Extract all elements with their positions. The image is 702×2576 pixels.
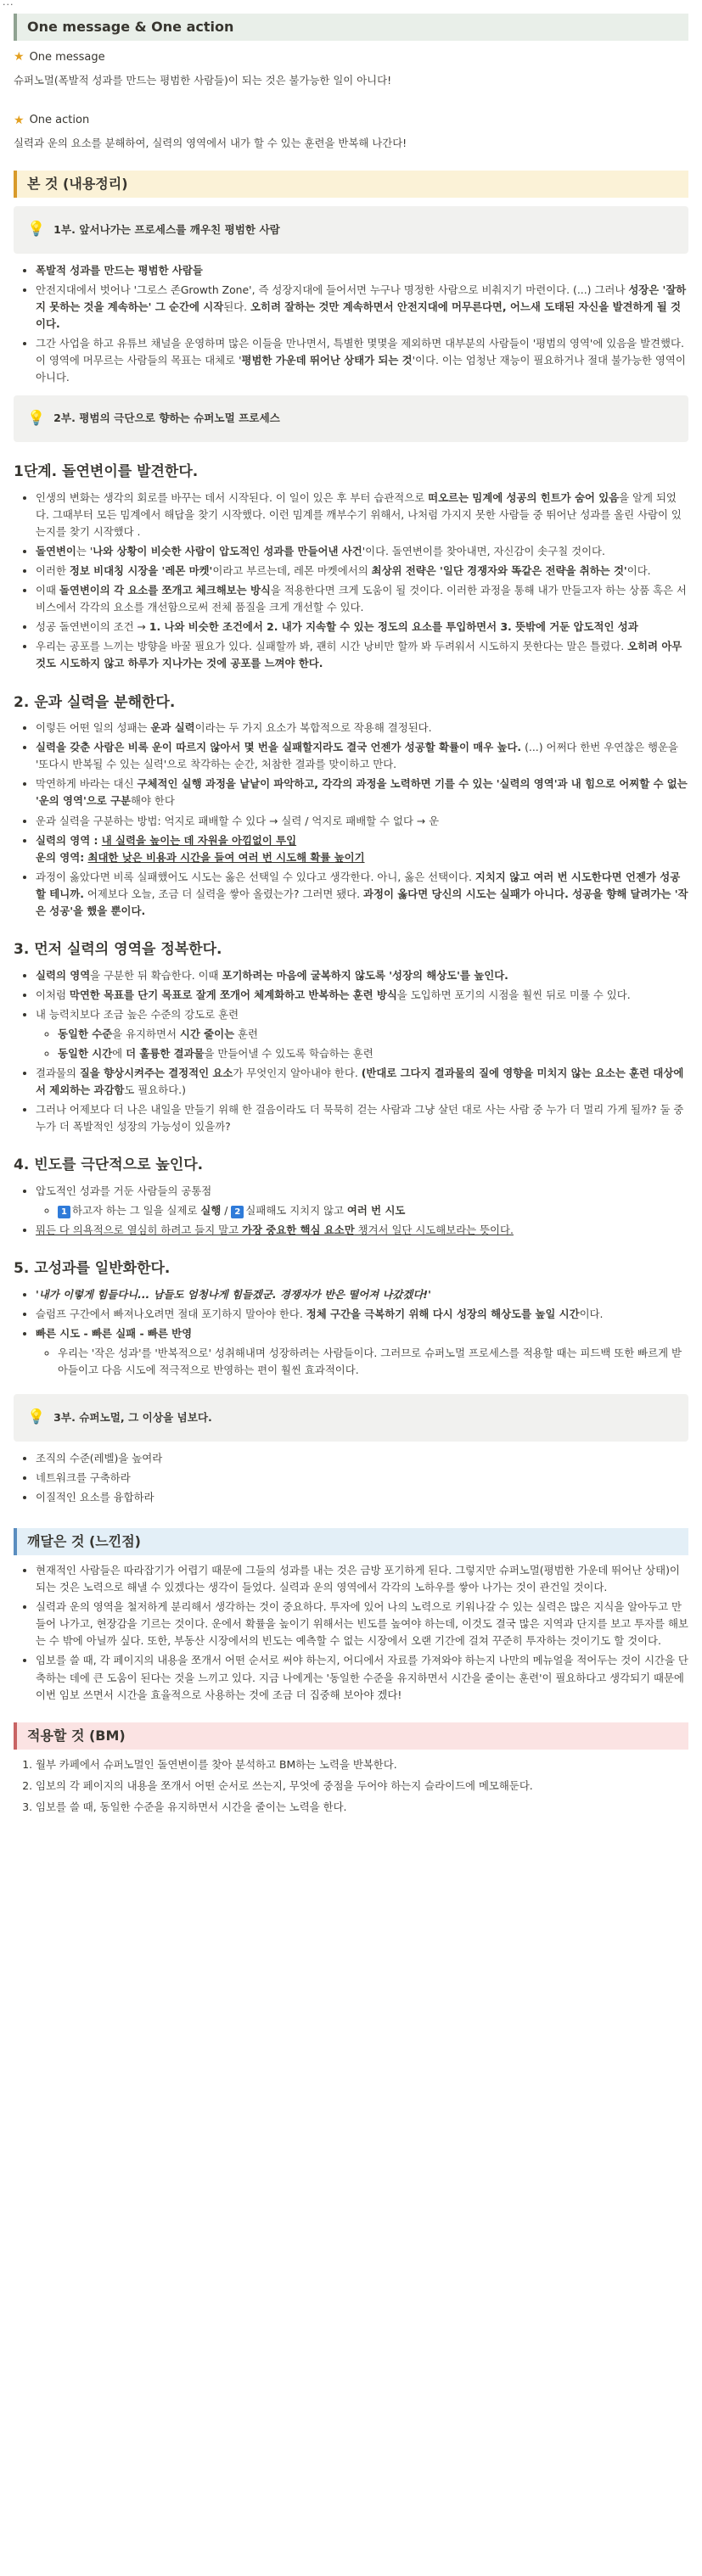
- text: 해야 한다: [130, 794, 175, 808]
- star-icon: ★: [14, 113, 25, 127]
- callout-text: 3부. 슈퍼노멀, 그 이상을 넘보다.: [53, 1410, 212, 1424]
- sub-list: [36, 1345, 688, 1379]
- callout-part3: [14, 1394, 688, 1442]
- bold-text: (반대로 그다지 결과물의 질에 영향을 미치지 않는 요소는 훈련 대상에서 제외하는 과감함: [36, 1067, 684, 1097]
- bold-text: 최상위 전략은 '일단 경쟁자와 똑같은 전략을 취하는 것': [371, 563, 627, 577]
- text: 을 유지하면서: [112, 1027, 180, 1040]
- underlined-text: 가장 중요한 핵심 요소만: [242, 1224, 355, 1237]
- text: 결과물의: [36, 1067, 80, 1080]
- bold-text: 동일한 시간: [58, 1047, 113, 1060]
- list-item: [36, 335, 688, 386]
- list-item: [36, 1183, 688, 1219]
- text: 인생의 변화는 생각의 회로를 바꾸는 데서 시작된다. 이 일이 있은 후 부터 습관적으로: [36, 490, 429, 504]
- star-icon: ★: [14, 49, 25, 64]
- list-item: [36, 638, 688, 672]
- callout-text: 2부. 평범의 극단으로 향하는 슈퍼노멀 프로세스: [53, 412, 280, 425]
- list-item: [36, 813, 688, 830]
- list-item: • 이질적인 요소를 융합하라: [36, 1489, 688, 1506]
- lightbulb-icon: 💡: [27, 1408, 46, 1426]
- bold-text: 성장은 '잘하지 못하는 것을 계속하는' 그 순간에 시작: [36, 283, 687, 314]
- text: 을 알게 되었다. 그때부터 모든 밈계에서 해답을 찾기 시작했다. 이런 밈계를 깨부수기 위해서, 나처럼 가지지 못한 사람들 중 뛰어난 성과를 올린 사람이 있는지를 찾기 시작했다 .: [36, 490, 682, 538]
- one-message-heading: [14, 48, 688, 67]
- bold-text: 오히려 아무것도 시도하지 않고 하루가 지나가는 것에 공포를 느껴야 한다.: [36, 640, 682, 670]
- list-item: [36, 563, 688, 580]
- part3-list: [14, 1450, 688, 1506]
- one-action-text: 실력과 운의 요소를 분해하여, 실력의 영역에서 내가 할 수 있는 훈련을 반복해 나간다!: [14, 137, 407, 150]
- text: 에: [112, 1047, 126, 1060]
- insights-list: [14, 1562, 688, 1704]
- step1-list: [14, 490, 688, 673]
- text: 막연하게 바라는 대신: [36, 777, 138, 791]
- one-message-text: 슈퍼노멀(폭발적 성과를 만드는 평범한 사람들)이 되는 것은 불가능한 일이 아니다!: [14, 73, 392, 87]
- text: '이다. 이는 엄청난 재능이 필요하거나 절대 불가능한 영역이 아니다.: [36, 354, 686, 384]
- bold-text: 지치지 않고 여러 번 시도한다면 언젠가 성공할 테니까.: [36, 870, 681, 900]
- bold-text: 실력의 영역: [36, 968, 91, 982]
- list-item: [36, 543, 688, 560]
- list-item: [58, 1202, 688, 1219]
- text: 을 구분한 뒤 확습한다. 이때: [90, 968, 222, 982]
- bold-text: 운과 실력: [150, 721, 195, 735]
- bold-text: 실력을 갖춘 사람은 비록 운이 따르지 않아서 몇 번을 실패할지라도 결국 언젠가 성공할 확률이 매우 높다.: [36, 741, 522, 754]
- step-heading: 1단계. 돌연변이를 발견한다.: [14, 463, 199, 481]
- list-item: [36, 739, 688, 773]
- bold-text: 막연한 목표를 단기 목표로 잘게 쪼개어 체계화하고 반복하는 훈련 방식: [69, 988, 397, 1001]
- part1-list: [14, 262, 688, 387]
- text: 하고자 하는 그 일을 실제로: [72, 1204, 201, 1218]
- text: 훈련: [234, 1027, 258, 1040]
- top-dots: ···: [3, 0, 14, 10]
- bold-text: 나와 상황이 비슷한 사람이 압도적인 성과를 만들어낸 사건: [93, 544, 362, 557]
- text: 가 무엇인지 알아내야 한다.: [233, 1067, 362, 1080]
- step-heading: 2. 운과 실력을 분해한다.: [14, 693, 176, 711]
- list-item: [58, 1045, 688, 1062]
- bold-text: 질을 향상시켜주는 결정적인 요소: [79, 1067, 233, 1080]
- bold-text: 떠오르는 밈계에 성공의 힌트가 숨어 있음: [428, 490, 620, 504]
- number-badge-icon: 1: [58, 1206, 70, 1218]
- list-item: 3. 임보를 쓸 때, 동일한 수준을 유지하면서 시간을 줄이는 노력을 한다.: [36, 1799, 688, 1816]
- list-item: [36, 987, 688, 1004]
- text: 그간 사업을 하고 유튜브 채널을 운영하며 많은 이들을 만나면서, 특별한 몇몇을 제외하면 대부분의 사람들이 '평범의 영역'에 있음을 발견했다. 이 영역에 머무르는 사람들의 목표는 대체로 ': [36, 337, 684, 367]
- text: '이다. 돌연변이를 찾아내면, 자신감이 솟구칠 것이다.: [362, 544, 605, 557]
- list-item: [36, 1065, 688, 1099]
- section-banner-summary: [14, 171, 688, 198]
- section-title: 적용할 것 (BM): [27, 1727, 126, 1744]
- list-item: [36, 720, 688, 736]
- list-item: [36, 832, 688, 866]
- bold-text: 실력의 영역 :: [36, 833, 102, 847]
- list-item: [36, 967, 688, 984]
- text: /: [221, 1204, 232, 1218]
- underlined-text: 최대한 낮은 비용과 시간을 들여 여러 번 시도해 확률 높이기: [87, 850, 365, 864]
- list-item: [36, 1286, 688, 1303]
- list-item: • 조직의 수준(레벨)을 높여라: [36, 1450, 688, 1467]
- step-heading: 3. 먼저 실력의 영역을 정복한다.: [14, 941, 222, 959]
- bold-text: 폭발적 성과를 만드는 평범한 사람들: [36, 263, 203, 277]
- text: 이라고 부르는데, 레몬 마켓에서의: [212, 563, 372, 577]
- bold-text: 여러 번 시도: [346, 1204, 406, 1218]
- text: 실패해도 지치지 않고: [245, 1204, 347, 1218]
- step3-list: [14, 967, 688, 1136]
- text: 이다.: [626, 563, 651, 577]
- bold-text: 구체적인 실행 과정을 낱낱이 파악하고, 각각의 과정을 노력하면 기를 수 있는 '실력의 영역'과 내 힘으로 어찌할 수 없는 '운의 영역'으로 구분: [36, 777, 688, 808]
- bold-text: 더 훌륭한 결과물: [126, 1047, 205, 1060]
- list-item: [36, 582, 688, 616]
- section-banner-apply: [14, 1722, 688, 1750]
- list-item: [36, 1306, 688, 1323]
- one-action-heading: [14, 111, 688, 131]
- text: 된다.: [223, 300, 251, 314]
- text: 을 만들어낼 수 있도록 학습하는 훈련: [204, 1047, 373, 1060]
- text: 슬럼프 구간에서 빠져나오려면 절대 포기하지 말아야 한다.: [36, 1307, 306, 1320]
- list-item: [36, 262, 688, 279]
- underlined-text: 뭐든 다 의욕적으로 열심히 하려고 들지 말고: [36, 1224, 243, 1237]
- callout-text: 1부. 앞서나가는 프로세스를 깨우친 평범한 사람: [53, 222, 280, 236]
- bold-text: 과정이 옳다면 당신의 시도는 실패가 아니다. 성공을 향해 달려가는 '작은 성공'을 했을 뿐이다.: [36, 887, 688, 917]
- step2-list: [14, 720, 688, 920]
- bold-text: 1. 나와 비슷한 조건에서 2. 내가 지속할 수 있는 정도의 요소를 투입하면서 3. 뜻밖에 거둔 압도적인 성과: [149, 620, 638, 634]
- callout-part2: [14, 395, 688, 443]
- text: 어제보다 오늘, 조금 더 실력을 쌓아 올렸는가? 그러면 됐다.: [83, 887, 364, 900]
- section-title: One message & One action: [27, 19, 234, 35]
- text: 도 필요하다.): [124, 1084, 186, 1097]
- step-heading: 5. 고성과를 일반화한다.: [14, 1260, 171, 1278]
- bold-text: 평범한 가운데 뛰어난 상태가 되는 것: [241, 354, 413, 367]
- text: 이처럼: [36, 988, 70, 1001]
- list-item: [58, 1026, 688, 1043]
- list-item: • 실력과 운의 영역을 철저하게 분리해서 생각하는 것이 중요하다. 투자에 있어 나의 노력으로 키워나갈 수 있는 실력은 많은 지식을 알아두고 만들어 나가고, 현장감을 기르는 것이다. 운에서 확률을 높이기 위해서는 빈도를 높여야 하는데, 이것도 결국 많은 지역과 단지를 보고 투자를 해보는 수 밖에 아닐까 싶다. 또한, 부동산 시장에서의 빈도는 예측할 수 없는 시장에서 오랜 기간에 걸쳐 꾸준히 투자하는 것이기도 할 것이다.: [36, 1599, 688, 1649]
- bold-text: 돌연변이: [36, 544, 76, 557]
- bold-text: 포기하려는 마음에 굴복하지 않도록 '성장의 해상도'를 높인다.: [222, 968, 508, 982]
- list-item: • 네트워크를 구축하라: [36, 1470, 688, 1487]
- underlined-text: 내 실력을 높이는 데 자원을 아낌없이 투입: [101, 833, 297, 847]
- step4-list: [14, 1183, 688, 1239]
- list-item: [36, 1325, 688, 1379]
- text: 이때: [36, 584, 59, 597]
- bold-text: 동일한 수준: [58, 1027, 113, 1040]
- step-heading: 4. 빈도를 극단적으로 높인다.: [14, 1156, 204, 1174]
- list-item: 2. 임보의 각 페이지의 내용을 쪼개서 어떤 순서로 쓰는지, 무엇에 중점을 두어야 하는지 슬라이드에 메모해둔다.: [36, 1778, 688, 1795]
- text: 이러한: [36, 563, 70, 577]
- step5-list: [14, 1286, 688, 1379]
- callout-part1: [14, 206, 688, 254]
- text: 안전지대에서 벗어나 '그로스 존Growth Zone', 즉 성장지대에 들어서면 누구나 명정한 사람으로 비춰지기 마련이다. (...) 그러나: [36, 283, 629, 296]
- italic-quote: '내가 이렇게 힘들다니... 남들도 엄청나게 힘들겠군. 경쟁자가 반은 떨어져 나갔겠다!': [36, 1287, 431, 1301]
- text: 압도적인 성과를 거둔 사람들의 공통점: [36, 1184, 212, 1197]
- sub-list: [36, 1202, 688, 1219]
- list-item: 1. 월부 카페에서 슈퍼노멀인 돌연변이를 찾아 분석하고 BM하는 노력을 반복한다.: [36, 1756, 688, 1773]
- section-title: 깨달은 것 (느낀점): [27, 1533, 141, 1550]
- list-item: [36, 1006, 688, 1062]
- list-item: [36, 1101, 688, 1135]
- text: 을 적용한다면 크게 도움이 될 것이다. 이러한 과정을 통해 내가 만들고자 하는 상품 혹은 서비스에서 각각의 요소를 개선함으로써 전체 품질을 크게 개선할 수 있다.: [36, 584, 687, 614]
- one-message-label: One message: [29, 50, 105, 64]
- text: 이다.: [579, 1307, 604, 1320]
- sub-list: [36, 1026, 688, 1062]
- number-badge-icon: 2: [231, 1206, 244, 1218]
- list-item: [36, 490, 688, 540]
- bold-text: 빠른 시도 - 빠른 실패 - 빠른 반영: [36, 1327, 193, 1340]
- list-item: [36, 282, 688, 333]
- section-banner-insights: [14, 1528, 688, 1555]
- apply-list: [14, 1756, 688, 1816]
- list-item: [36, 776, 688, 809]
- text: (...) 어쩌다 한번 우연찮은 행운을 '또다시 반복될 수 있는 실력'으로 착각하는 순간, 처참한 결과를 맞이하고 만다.: [36, 741, 678, 771]
- bold-text: 운의 영역:: [36, 850, 88, 864]
- list-item: • 임보를 쓸 때, 각 페이지의 내용을 쪼개서 어떤 순서로 써야 하는지, 어디에서 자료를 가져와야 하는지 나만의 메뉴얼을 적어두는 것이 시간을 단축하는 데에 큰 도움이 된다는 것을 느끼고 있다. 지금 나에게는 '동일한 수준을 유지하면서 시간을 줄이는 훈련'이 필요하다고 생각되기 때문에 이번 임보 쓰면서 시간을 효율적으로 사용하는 것에 조금 더 집중해 보아야 겠다!: [36, 1652, 688, 1703]
- text: 을 도입하면 포기의 시점을 훨씬 뒤로 미룰 수 있다.: [396, 988, 631, 1001]
- lightbulb-icon: 💡: [27, 221, 46, 238]
- text: 운과 실력을 구분하는 방법: 억지로 패배할 수 있다 → 실력 / 억지로 패배할 수 없다 → 운: [36, 814, 440, 827]
- bold-text: 시간 줄이는: [179, 1027, 235, 1040]
- underlined-text: 챙겨서 일단 시도해보라는 뜻이다.: [354, 1224, 514, 1237]
- section-title: 본 것 (내용정리): [27, 176, 128, 193]
- text: 는 ': [76, 544, 93, 557]
- one-action-label: One action: [29, 114, 90, 127]
- text: 우리는 '작은 성과'를 '반복적으로' 성취해내며 성장하려는 사람들이다. 그러므로 슈퍼노멀 프로세스를 적용할 때는 피드백 또한 빠르게 받아들이고 다음 시도에 적극적으로 반영하는 편이 훨씬 효과적이다.: [58, 1347, 682, 1377]
- list-item: [36, 619, 688, 636]
- bold-text: 돌연변이의 각 요소를 쪼개고 체크해보는 방식: [59, 584, 271, 597]
- text: 그러나 어제보다 더 나은 내일을 만들기 위해 한 걸음이라도 더 묵묵히 걷는 사람과 그냥 살던 대로 사는 사람 중 누가 더 멀리 가게 될까? 둘 중 누가 더 폭발적인 성장의 가능성이 있을까?: [36, 1103, 684, 1134]
- list-item: [58, 1345, 688, 1379]
- list-item: [36, 1222, 688, 1239]
- bold-text: 오히려 잘하는 것만 계속하면서 안전지대에 머무른다면, 어느새 도태된 자신을 발견하게 될 것이다.: [36, 300, 682, 331]
- text: 이라는 두 가지 요소가 복합적으로 작용해 결정된다.: [194, 721, 432, 735]
- bold-text: 정체 구간을 극복하기 위해 다시 성장의 해상도를 높일 시간: [306, 1307, 580, 1320]
- text: 우리는 공포를 느끼는 방향을 바꿀 필요가 있다. 실패할까 봐, 괜히 시간 낭비만 할까 봐 두려워서 시도하지 못한다는 말은 틀렸다.: [36, 640, 628, 653]
- text: 성공 돌연변이의 조건 →: [36, 620, 149, 634]
- text: 내 능력치보다 조금 높은 수준의 강도로 훈련: [36, 1007, 239, 1021]
- text: 이렇든 어떤 일의 성패는: [36, 721, 151, 735]
- section-banner-one-message: [14, 14, 688, 41]
- list-item: • 현재적인 사람들은 따라잡기가 어렵기 때문에 그들의 성과를 내는 것은 금방 포기하게 된다. 그렇지만 슈퍼노멀(평범한 가운데 뛰어난 상태)이 되는 것은 노력으로 해낼 수 있겠다는 생각이 들었다. 실력과 운의 영역에서 각각의 노하우를 쌓아 나가는 것이 관건일 것이다.: [36, 1562, 688, 1596]
- bold-text: 정보 비대칭 시장을 '레몬 마켓': [69, 563, 213, 577]
- lightbulb-icon: 💡: [27, 409, 46, 427]
- text: 과정이 옳았다면 비록 실패했어도 시도는 옳은 선택일 수 있다고 생각한다. 아니, 옳은 선택이다.: [36, 870, 475, 883]
- bold-text: 실행: [200, 1204, 222, 1218]
- list-item: [36, 869, 688, 920]
